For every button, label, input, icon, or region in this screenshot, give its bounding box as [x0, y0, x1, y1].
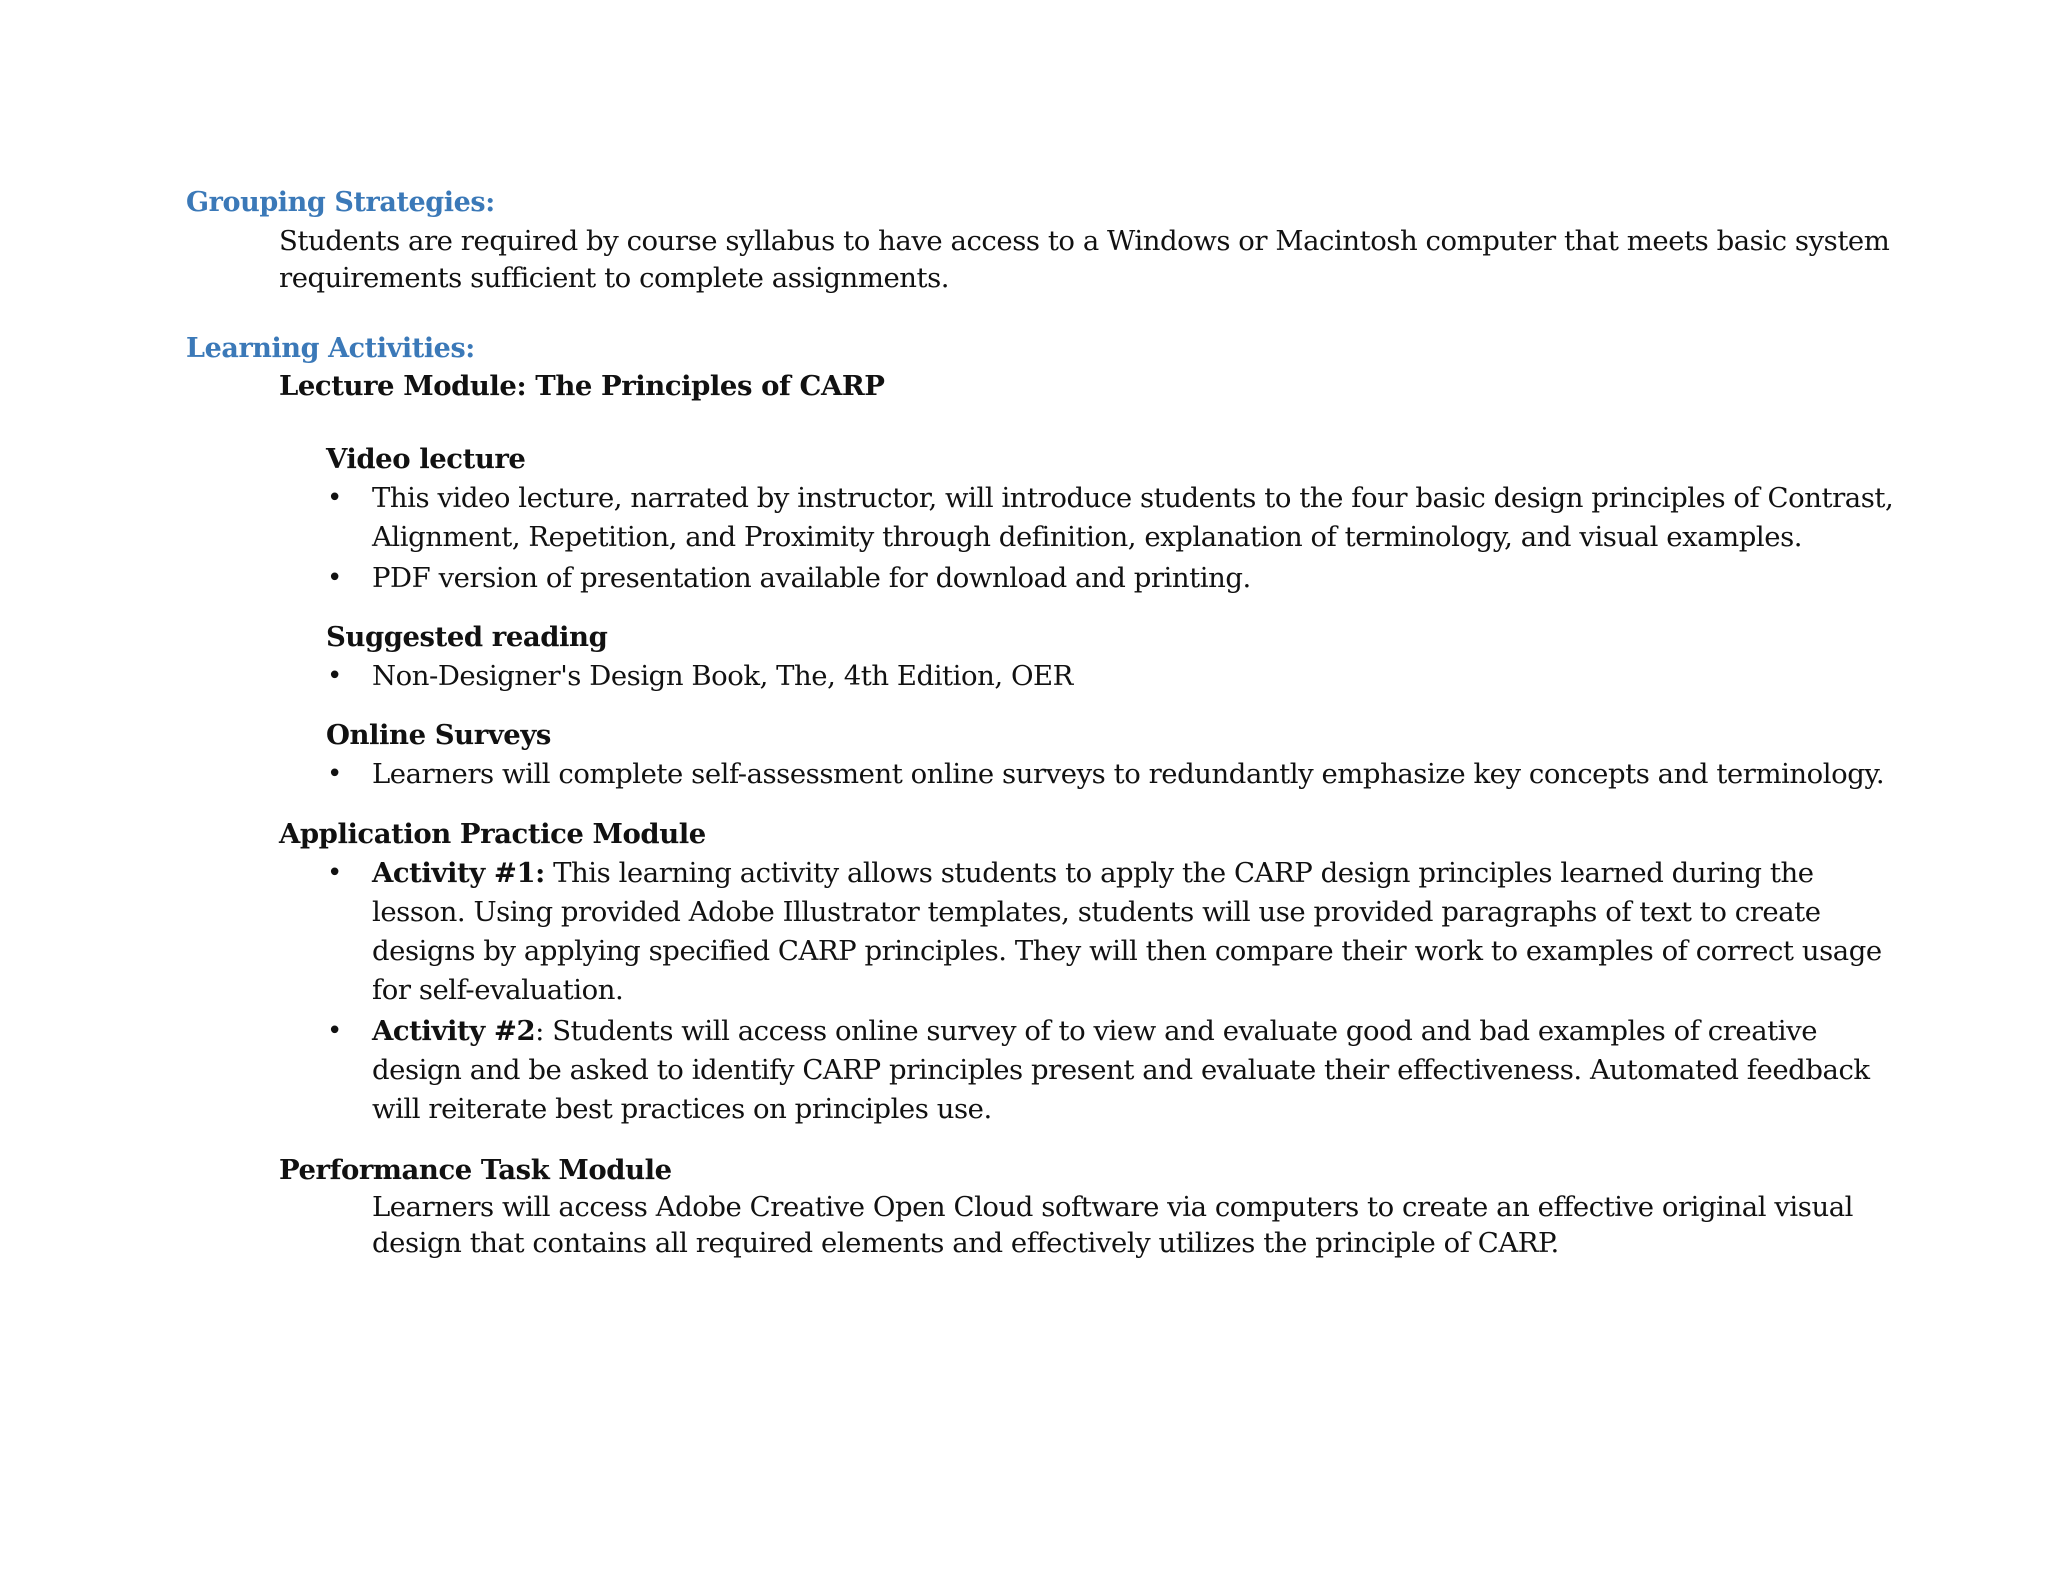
performance-module-title: Performance Task Module — [279, 1154, 672, 1186]
activity-2-line-3: will reiterate best practices on principles use. — [372, 1093, 992, 1125]
application-module-title: Application Practice Module — [279, 818, 706, 850]
grouping-text-line-1: Students are required by course syllabus to have access to a Windows or Macintosh computer that meets basic system — [279, 225, 1890, 257]
video-bullet-1-line-2: Alignment, Repetition, and Proximity through definition, explanation of terminology, and visual examples. — [372, 521, 1803, 553]
surveys-bullet-1: Learners will complete self-assessment online surveys to redundantly emphasize key concepts and terminology. — [372, 758, 1885, 790]
bullet-marker: • — [327, 661, 343, 691]
lecture-module-title: Lecture Module: The Principles of CARP — [279, 370, 885, 402]
bullet-marker: • — [327, 858, 343, 888]
suggested-reading-title: Suggested reading — [326, 621, 608, 653]
bullet-marker: • — [327, 483, 343, 513]
learning-activities-heading: Learning Activities: — [186, 333, 475, 364]
activity-1-line-4: for self-evaluation. — [372, 974, 624, 1006]
performance-text-line-1: Learners will access Adobe Creative Open Cloud software via computers to create an effective original visual — [372, 1191, 1853, 1223]
bullet-marker: • — [327, 1016, 343, 1046]
activity-1-label: Activity #1: — [372, 857, 545, 889]
activity-2-line-2: design and be asked to identify CARP principles present and evaluate their effectiveness. Automated feedback — [372, 1054, 1870, 1086]
activity-1-line-2: lesson. Using provided Adobe Illustrator templates, students will use provided paragraphs of text to create — [372, 896, 1821, 928]
video-lecture-title: Video lecture — [326, 443, 526, 475]
video-bullet-1-line-1: This video lecture, narrated by instructor, will introduce students to the four basic design principles of Contrast, — [372, 482, 1894, 514]
activity-2-text: : Students will access online survey of to view and evaluate good and bad examples of creative — [535, 1015, 1818, 1047]
activity-2-line-1 — [372, 1013, 1817, 1049]
activity-1-line-3: designs by applying specified CARP principles. They will then compare their work to examples of correct usage — [372, 935, 1882, 967]
online-surveys-title: Online Surveys — [326, 719, 551, 751]
reading-bullet-1: Non-Designer's Design Book, The, 4th Edition, OER — [372, 660, 1073, 692]
activity-1-text: This learning activity allows students to apply the CARP design principles learned during the — [544, 857, 1814, 889]
performance-text-line-2: design that contains all required elements and effectively utilizes the principle of CARP. — [372, 1227, 1559, 1259]
activity-2-label: Activity #2 — [372, 1015, 536, 1047]
grouping-text-line-2: requirements sufficient to complete assignments. — [279, 262, 950, 294]
bullet-marker: • — [327, 759, 343, 789]
activity-1-line-1 — [372, 855, 1814, 891]
video-bullet-2: PDF version of presentation available for download and printing. — [372, 562, 1251, 594]
bullet-marker: • — [327, 563, 343, 593]
grouping-strategies-heading: Grouping Strategies: — [186, 187, 495, 218]
